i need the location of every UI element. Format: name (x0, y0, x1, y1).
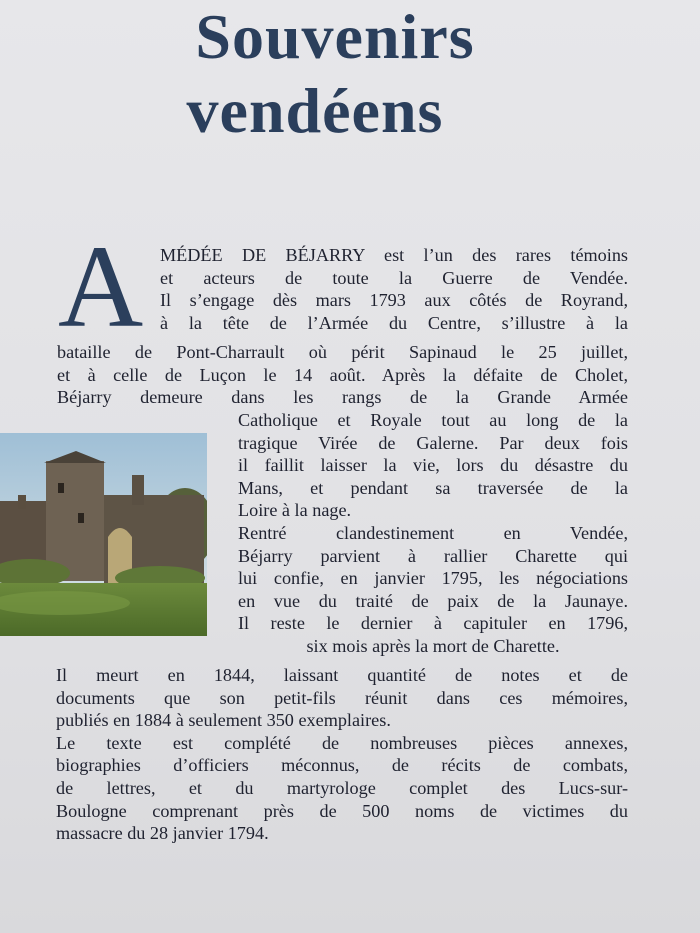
text-line: Béjarry demeure dans les rangs de la Grande Armée (57, 387, 628, 408)
title-line-2: vendéens (186, 75, 444, 146)
text-line: Boulogne comprenant près de 500 noms de victimes du (56, 800, 628, 821)
text-line: Il reste le dernier à capituler en 1796, (238, 613, 628, 634)
castle-photo (0, 433, 207, 636)
text-line: six mois après la mort de Charette. (306, 635, 560, 656)
paragraph-1-intro (160, 244, 628, 334)
text-line: Le texte est complété de nombreuses pièces annexes, (56, 732, 628, 753)
text-line: de lettres, et du martyrologe complet des Lucs-sur- (56, 777, 628, 798)
text-line: documents que son petit-fils réunit dans ces mémoires, (56, 687, 628, 708)
text-line: et à celle de Luçon le 14 août. Après la défaite de Cholet, (57, 364, 628, 385)
text-line: à la tête de l’Armée du Centre, s’illustre à la (160, 312, 628, 333)
text-line: Mans, et pendant sa traversée de la (238, 477, 628, 498)
text-line: lui confie, en janvier 1795, les négociations (238, 568, 628, 589)
paragraph-beside-photo (238, 409, 628, 658)
drop-cap: A (58, 221, 144, 352)
text-line: Loire à la nage. (238, 500, 352, 521)
text-line: en vue du traité de paix de la Jaunaye. (238, 590, 628, 611)
text-line: Rentré clandestinement en Vendée, (238, 522, 628, 543)
text-line: et acteurs de toute la Guerre de Vendée. (160, 267, 628, 288)
text-line: biographies d’officiers méconnus, de récits de combats, (56, 755, 628, 776)
text-line: bataille de Pont-Charrault où périt Sapinaud le 25 juillet, (57, 342, 628, 362)
text-line: il faillit laisser la vie, lors du désastre du (238, 455, 628, 476)
title-line-1: Souvenirs (195, 1, 475, 72)
text-line: Catholique et Royale tout au long de la (238, 410, 628, 430)
text-line: Il s’engage dès mars 1793 aux côtés de Royrand, (160, 290, 628, 311)
text-line: Il meurt en 1844, laissant quantité de notes et de (56, 665, 628, 685)
text-line: tragique Virée de Galerne. Par deux fois (238, 432, 628, 453)
page-title (0, 0, 700, 148)
text-line: publiés en 1884 à seulement 350 exemplaires. (56, 710, 391, 731)
text-line: massacre du 28 janvier 1794. (56, 823, 269, 844)
text-line: Béjarry parvient à rallier Charette qui (238, 545, 628, 566)
paragraph-1-full (57, 341, 628, 409)
paragraph-closing (56, 664, 628, 845)
text-line: MÉDÉE DE BÉJARRY est l’un des rares témoins (160, 245, 628, 265)
